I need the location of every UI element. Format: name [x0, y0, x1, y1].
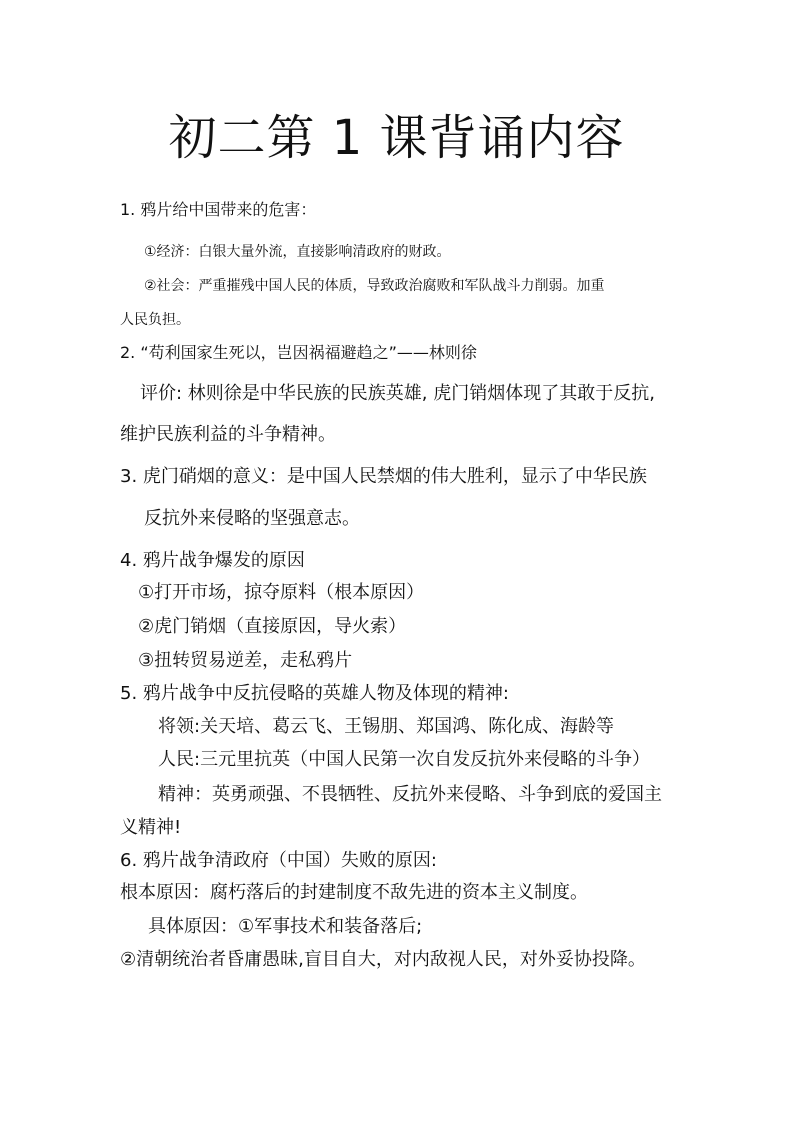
section-4-item-1: ①打开市场，掠夺原料（根本原因）	[138, 582, 425, 603]
section-5-people: 人民:三元里抗英（中国人民第一次自发反抗外来侵略的斗争）	[158, 749, 651, 770]
section-2-heading: 2. “苟利国家生死以，岂因祸福避趋之”——林则徐	[120, 343, 477, 362]
section-6-heading: 6. 鸦片战争清政府（中国）失败的原因:	[120, 850, 437, 871]
section-3-cont: 反抗外来侵略的坚强意志。	[144, 508, 360, 529]
section-3-heading: 3. 虎门硝烟的意义：是中国人民禁烟的伟大胜利，显示了中华民族	[120, 466, 647, 487]
section-6-root-cause: 根本原因：腐朽落后的封建制度不敌先进的资本主义制度。	[120, 882, 588, 903]
section-1-heading: 1. 鸦片给中国带来的危害：	[120, 200, 317, 219]
document-title: 初二第 1 课背诵内容	[168, 110, 625, 166]
section-6-specific-cause-2: ②清朝统治者昏庸愚昧,盲目自大，对内敌视人民，对外妥协投降。	[120, 949, 646, 970]
section-5-generals: 将领:关天培、葛云飞、王锡朋、郑国鸿、陈化成、海龄等	[158, 716, 615, 737]
section-2-evaluation-cont: 维护民族利益的斗争精神。	[120, 424, 336, 445]
section-1-society-cont: 人民负担。	[120, 312, 190, 328]
section-2-evaluation: 评价: 林则徐是中华民族的民族英雄, 虎门销烟体现了其敢于反抗,	[140, 383, 655, 404]
section-5-spirit-cont: 义精神!	[120, 817, 182, 838]
section-5-heading: 5. 鸦片战争中反抗侵略的英雄人物及体现的精神:	[120, 683, 509, 704]
section-1-economy: ①经济：白银大量外流，直接影响清政府的财政。	[144, 244, 451, 260]
section-6-specific-cause: 具体原因：①军事技术和装备落后;	[148, 916, 423, 937]
section-4-item-3: ③扭转贸易逆差，走私鸦片	[138, 650, 353, 671]
section-5-spirit: 精神：英勇顽强、不畏牺牲、反抗外来侵略、斗争到底的爱国主	[158, 784, 662, 805]
section-1-society: ②社会：严重摧残中国人民的体质，导致政治腐败和军队战斗力削弱。加重	[144, 278, 605, 294]
section-4-item-2: ②虎门销烟（直接原因，导火索）	[138, 616, 407, 637]
section-4-heading: 4. 鸦片战争爆发的原因	[120, 550, 305, 571]
